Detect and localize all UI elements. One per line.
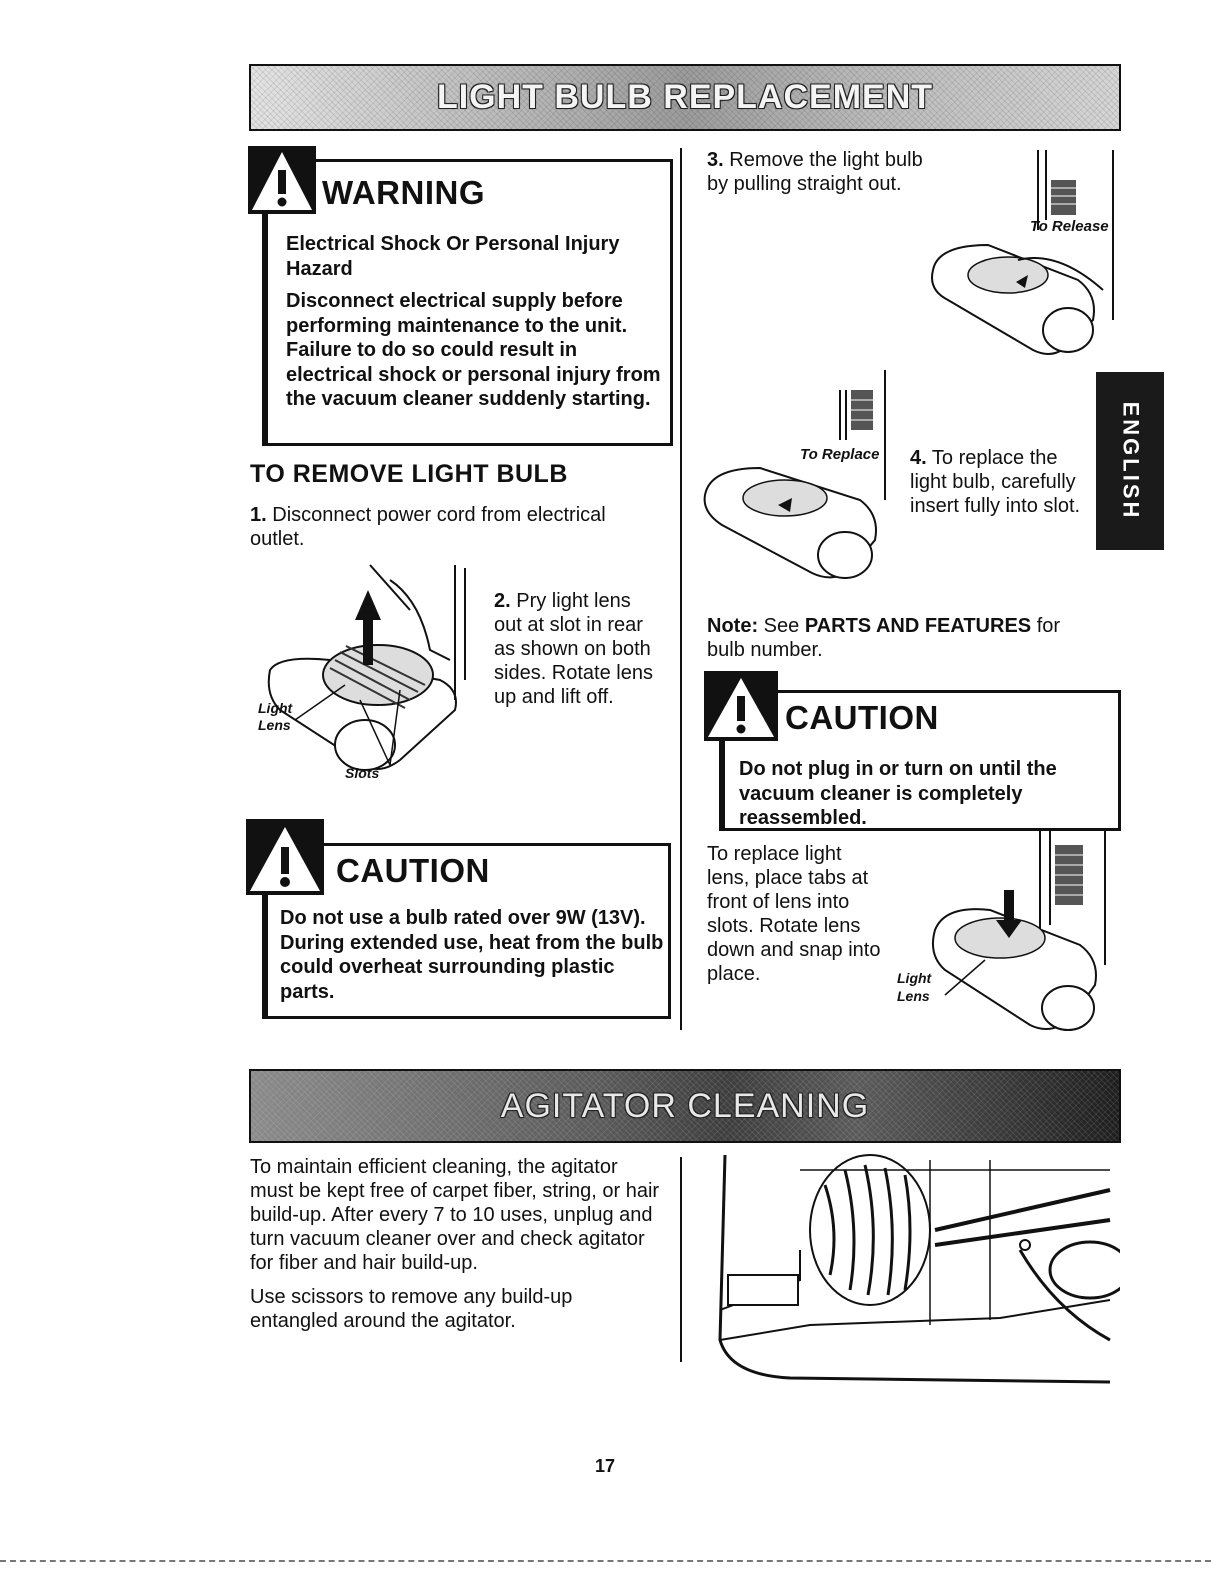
light-bulb-replacement-banner: [249, 64, 1121, 131]
bottom-edge-line: [0, 1560, 1211, 1562]
release-bulb-illustration: [928, 150, 1123, 360]
warning-box: [262, 159, 673, 446]
page-number: 17: [594, 1456, 616, 1476]
step-2-number: 2.: [494, 590, 511, 612]
agitator-banner-title: AGITATOR CLEANING: [500, 1086, 870, 1125]
caution-left-title: CAUTION: [336, 852, 490, 889]
agitator-para-1: To maintain efficient cleaning, the agitator must be kept free of carpet fiber, string, or hair build-up. After every 7 to 10 uses, unplug and turn vacuum cleaner over and check agitator for fiber and hair build-up.: [250, 1156, 660, 1274]
warning-instructions: Disconnect electrical supply before performing maintenance to the unit. Failure to do so could result in electrical shock or personal injury from the vacuum cleaner suddenly starting.: [286, 290, 661, 410]
warning-title: WARNING: [322, 174, 485, 211]
step-2: [494, 589, 664, 709]
caution-right-triangle-icon: [704, 671, 778, 741]
agitator-cleaning-banner: [249, 1069, 1121, 1143]
step-1-text: Disconnect power cord from electrical outlet.: [250, 504, 606, 550]
replace-lens-illustration: [890, 830, 1120, 1040]
warning-triangle-icon: [248, 146, 316, 214]
remove-bulb-heading: TO REMOVE LIGHT BULB: [250, 460, 568, 488]
pry-lens-illustration: [250, 560, 490, 785]
lens-label-lens: Lens: [897, 988, 930, 1004]
step-2-text: Pry light lens out at slot in rear as shown on both sides. Rotate lens up and lift off.: [494, 590, 653, 708]
agitator-text: [250, 1155, 660, 1343]
note-rest: for bulb number.: [707, 615, 1061, 661]
column-divider-top: [680, 148, 682, 1030]
step-3-number: 3.: [707, 149, 724, 171]
lens-label-light: Light: [897, 970, 932, 986]
caution-left-triangle-icon: [246, 819, 324, 895]
step-1: [250, 503, 650, 551]
replace-bulb-illustration: [700, 370, 910, 585]
note-see: See: [763, 615, 800, 637]
column-divider-bottom: [680, 1157, 682, 1362]
banner-title: LIGHT BULB REPLACEMENT: [436, 78, 934, 116]
step-1-number: 1.: [250, 504, 267, 526]
agitator-scissors-illustration: [700, 1150, 1120, 1385]
note-label: Note:: [707, 615, 759, 637]
warning-text: [286, 232, 666, 420]
agitator-para-2: Use scissors to remove any build-up entangled around the agitator.: [250, 1286, 573, 1332]
step-4-text: To replace the light bulb, carefully insert fully into slot.: [910, 447, 1081, 517]
step-4: [910, 446, 1095, 518]
english-language-tab: [1096, 372, 1164, 550]
caution-right-title: CAUTION: [785, 699, 939, 736]
pry-label-light: Light: [258, 700, 293, 716]
step-4-number: 4.: [910, 447, 927, 469]
label-to-release: To Release: [1030, 218, 1109, 235]
caution-box-right: [719, 690, 1121, 831]
caution-right-text: Do not plug in or turn on until the vacuum cleaner is completely reassembled.: [739, 758, 1057, 829]
pry-label-slots: Slots: [345, 765, 380, 781]
caution-left-text: Do not use a bulb rated over 9W (13V). During extended use, heat from the bulb could overheat surrounding plastic parts.: [280, 907, 664, 1003]
note: [707, 614, 1087, 662]
english-tab-label: ENGLISH: [1118, 401, 1144, 521]
label-to-replace: To Replace: [800, 446, 880, 463]
step-3: [707, 148, 937, 196]
pry-label-lens: Lens: [258, 717, 291, 733]
step-3-text: Remove the light bulb by pulling straight out.: [707, 149, 923, 195]
warning-hazard: Electrical Shock Or Personal Injury Hazard: [286, 233, 620, 280]
replace-lens-text: To replace light lens, place tabs at front of lens into slots. Rotate lens down and snap into place.: [707, 843, 881, 985]
note-parts-and-features: PARTS AND FEATURES: [804, 615, 1032, 637]
